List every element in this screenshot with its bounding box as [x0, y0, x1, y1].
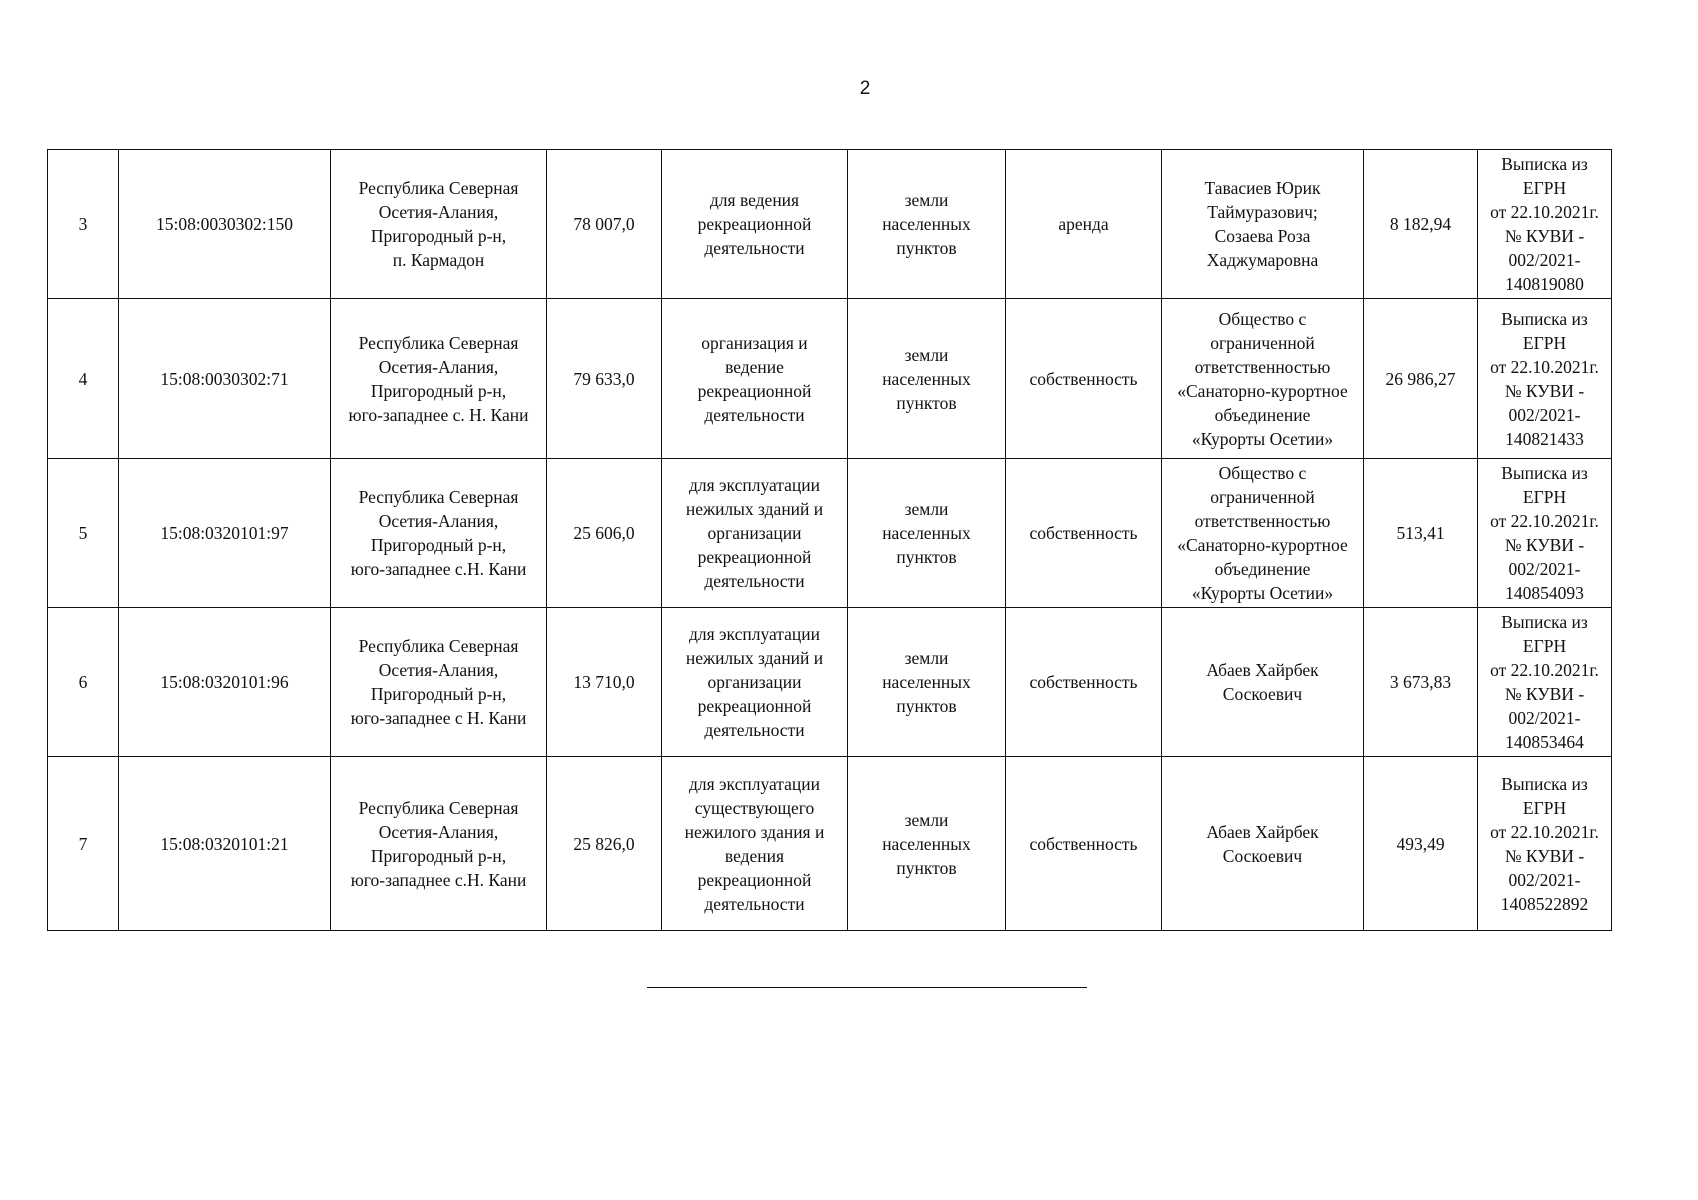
address-cell: Республика Северная Осетия-Алания, Пригородный р-н, п. Кармадон: [331, 150, 547, 299]
right-type-cell: собственность: [1006, 757, 1162, 931]
row-number-cell: 4: [48, 299, 119, 459]
page-number: 2: [859, 78, 871, 99]
land-category-cell: земли населенных пунктов: [848, 608, 1006, 757]
owner-cell: Общество с ограниченной ответственностью «Санаторно-курортное объединение «Курорты Осетии»: [1162, 299, 1364, 459]
area-cell: 25 826,0: [547, 757, 662, 931]
permitted-use-cell: организация и ведение рекреационной деятельности: [662, 299, 848, 459]
table-row: [48, 459, 1612, 608]
table-row: [48, 757, 1612, 931]
owner-cell: Тавасиев Юрик Таймуразович; Созаева Роза Хаджумаровна: [1162, 150, 1364, 299]
row-number-cell: 5: [48, 459, 119, 608]
right-type-cell: собственность: [1006, 459, 1162, 608]
land-category-cell: земли населенных пунктов: [848, 757, 1006, 931]
area-cell: 25 606,0: [547, 459, 662, 608]
area-cell: 78 007,0: [547, 150, 662, 299]
row-number-cell: 7: [48, 757, 119, 931]
table-row: [48, 150, 1612, 299]
permitted-use-cell: для эксплуатации существующего нежилого здания и ведения рекреационной деятельности: [662, 757, 848, 931]
permitted-use-cell: для эксплуатации нежилых зданий и организации рекреационной деятельности: [662, 459, 848, 608]
land-category-cell: земли населенных пунктов: [848, 150, 1006, 299]
cadastral-number-cell: 15:08:0320101:97: [119, 459, 331, 608]
area-cell: 79 633,0: [547, 299, 662, 459]
owner-cell: Абаев Хайрбек Соскоевич: [1162, 608, 1364, 757]
table-row: [48, 299, 1612, 459]
owner-cell: Абаев Хайрбек Соскоевич: [1162, 757, 1364, 931]
land-category-cell: земли населенных пунктов: [848, 299, 1006, 459]
right-type-cell: аренда: [1006, 150, 1162, 299]
cadastral-value-cell: 26 986,27: [1364, 299, 1478, 459]
address-cell: Республика Северная Осетия-Алания, Пригородный р-н, юго-западнее с Н. Кани: [331, 608, 547, 757]
cadastral-value-cell: 8 182,94: [1364, 150, 1478, 299]
cadastral-number-cell: 15:08:0320101:21: [119, 757, 331, 931]
egrn-extract-cell: Выписка из ЕГРН от 22.10.2021г. № КУВИ - 002/2021- 140854093: [1478, 459, 1612, 608]
permitted-use-cell: для эксплуатации нежилых зданий и организации рекреационной деятельности: [662, 608, 848, 757]
cadastral-value-cell: 493,49: [1364, 757, 1478, 931]
address-cell: Республика Северная Осетия-Алания, Пригородный р-н, юго-западнее с. Н. Кани: [331, 299, 547, 459]
egrn-extract-cell: Выписка из ЕГРН от 22.10.2021г. № КУВИ - 002/2021- 140853464: [1478, 608, 1612, 757]
row-number-cell: 6: [48, 608, 119, 757]
owner-cell: Общество с ограниченной ответственностью «Санаторно-курортное объединение «Курорты Осетии»: [1162, 459, 1364, 608]
address-cell: Республика Северная Осетия-Алания, Пригородный р-н, юго-западнее с.Н. Кани: [331, 459, 547, 608]
cadastral-number-cell: 15:08:0320101:96: [119, 608, 331, 757]
land-category-cell: земли населенных пунктов: [848, 459, 1006, 608]
cadastral-number-cell: 15:08:0030302:150: [119, 150, 331, 299]
cadastral-value-cell: 513,41: [1364, 459, 1478, 608]
egrn-extract-cell: Выписка из ЕГРН от 22.10.2021г. № КУВИ - 002/2021- 1408522892: [1478, 757, 1612, 931]
right-type-cell: собственность: [1006, 299, 1162, 459]
area-cell: 13 710,0: [547, 608, 662, 757]
permitted-use-cell: для ведения рекреационной деятельности: [662, 150, 848, 299]
row-number-cell: 3: [48, 150, 119, 299]
egrn-extract-cell: Выписка из ЕГРН от 22.10.2021г. № КУВИ - 002/2021- 140821433: [1478, 299, 1612, 459]
egrn-extract-cell: Выписка из ЕГРН от 22.10.2021г. № КУВИ - 002/2021- 140819080: [1478, 150, 1612, 299]
land-plots-table: [47, 149, 1612, 931]
bottom-divider-line: [647, 987, 1087, 988]
address-cell: Республика Северная Осетия-Алания, Пригородный р-н, юго-западнее с.Н. Кани: [331, 757, 547, 931]
right-type-cell: собственность: [1006, 608, 1162, 757]
table-row: [48, 608, 1612, 757]
cadastral-value-cell: 3 673,83: [1364, 608, 1478, 757]
cadastral-number-cell: 15:08:0030302:71: [119, 299, 331, 459]
